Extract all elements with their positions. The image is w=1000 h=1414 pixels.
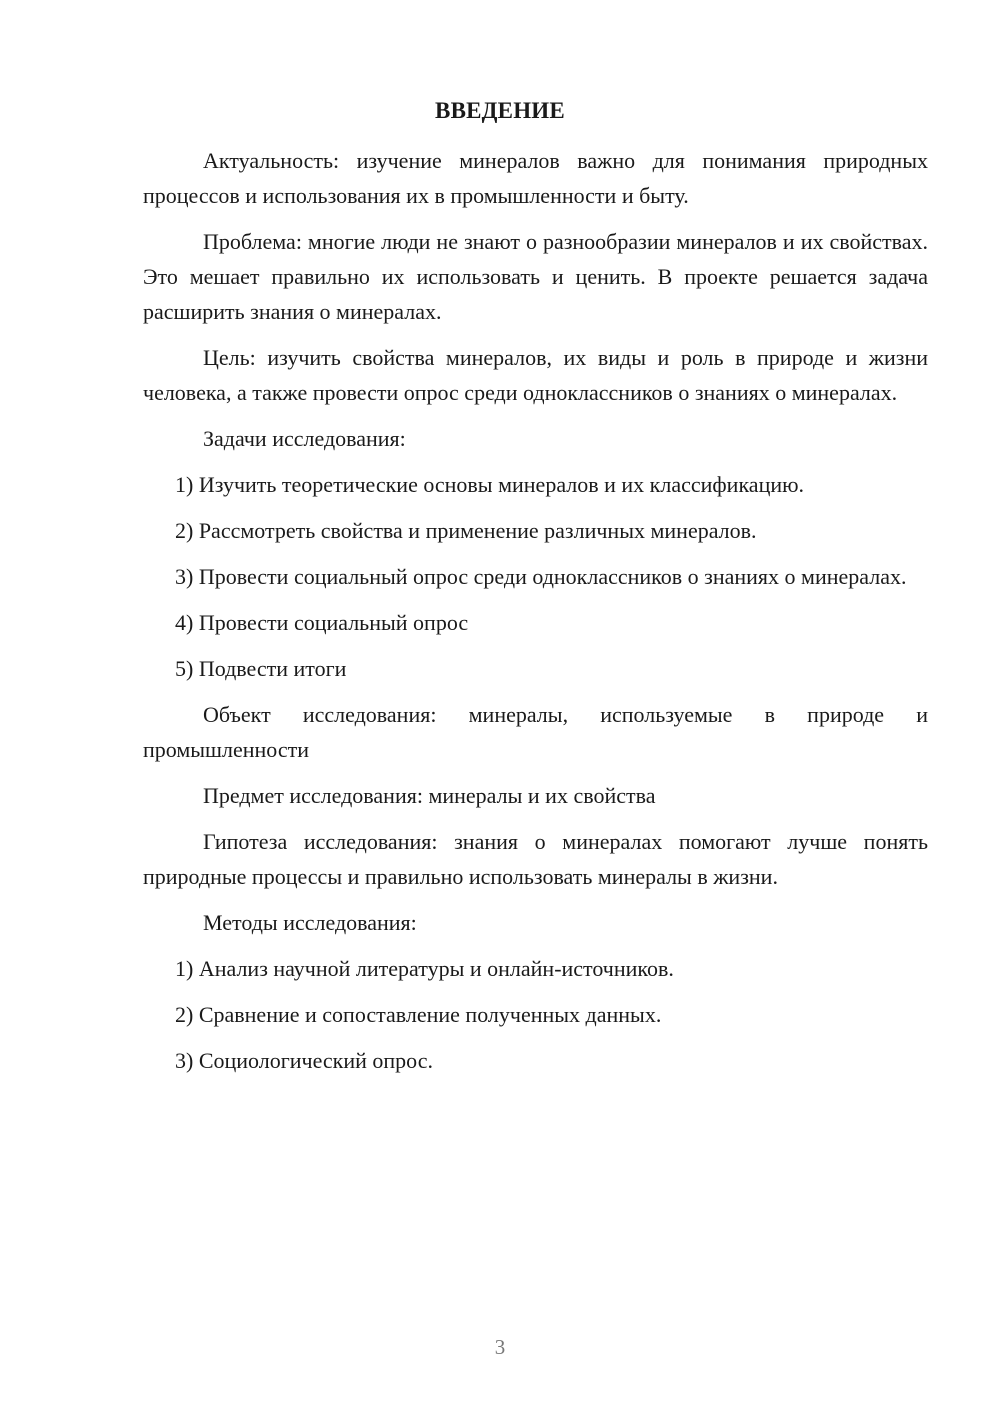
task-item-5: 5) Подвести итоги bbox=[175, 656, 347, 681]
task-item-4: 4) Провести социальный опрос bbox=[175, 610, 469, 635]
method-item-2: 2) Сравнение и сопоставление полученных данных. bbox=[175, 1002, 662, 1027]
method-item-3: 3) Социологический опрос. bbox=[175, 1048, 433, 1073]
hypothesis-paragraph: Гипотеза исследования: знания о минералах помогают лучше понять природные процессы и правильно использовать минералы в жизни. bbox=[143, 829, 928, 889]
problem-paragraph: Проблема: многие люди не знают о разнообразии минералов и их свойствах. Это мешает правильно их использовать и ценить. В проекте решается задача расширить знания о минералах. bbox=[143, 229, 928, 324]
relevance-paragraph: Актуальность: изучение минералов важно для понимания природных процессов и использования их в промышленности и быту. bbox=[143, 148, 928, 208]
method-item-1: 1) Анализ научной литературы и онлайн-источников. bbox=[175, 956, 674, 981]
subject-paragraph: Предмет исследования: минералы и их свойства bbox=[203, 783, 656, 808]
tasks-heading: Задачи исследования: bbox=[203, 426, 406, 451]
page-number: 3 bbox=[494, 1335, 506, 1359]
task-item-1: 1) Изучить теоретические основы минералов и их классификацию. bbox=[175, 472, 805, 497]
goal-paragraph: Цель: изучить свойства минералов, их виды и роль в природе и жизни человека, а также провести опрос среди одноклассников о знаниях о минералах. bbox=[143, 345, 928, 405]
body-text bbox=[143, 143, 928, 1089]
methods-heading: Методы исследования: bbox=[203, 910, 417, 935]
object-paragraph: Объект исследования: минералы, используемые в природе и промышленности bbox=[143, 702, 928, 762]
task-item-3: 3) Провести социальный опрос среди одноклассников о знаниях о минералах. bbox=[175, 564, 907, 589]
task-item-2: 2) Рассмотреть свойства и применение различных минералов. bbox=[175, 518, 757, 543]
section-title: ВВЕДЕНИЕ bbox=[435, 98, 565, 123]
